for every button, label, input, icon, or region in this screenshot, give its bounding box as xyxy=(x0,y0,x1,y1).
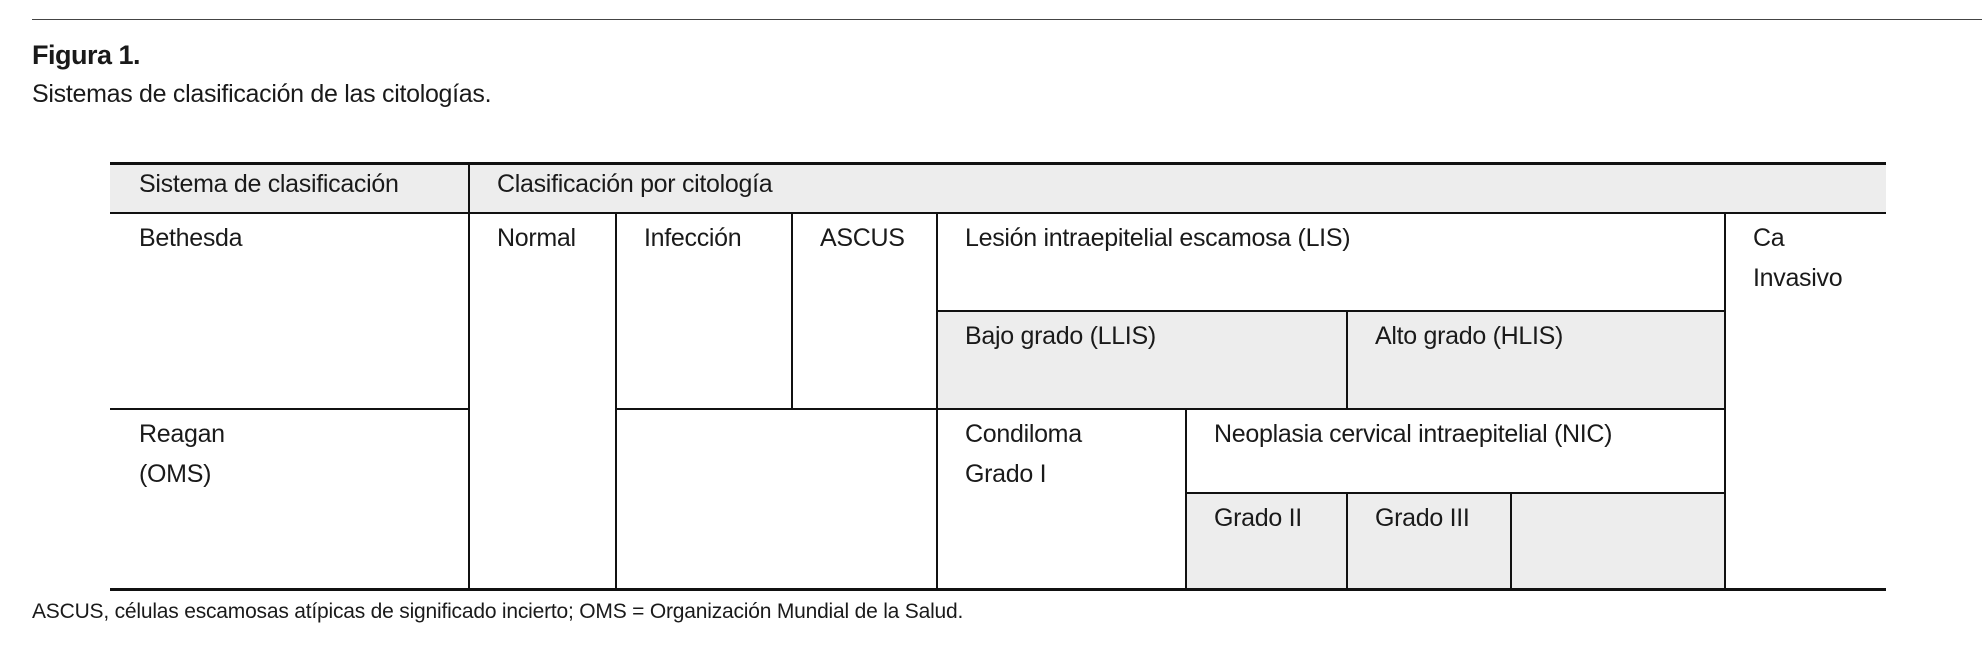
grade-column-divider xyxy=(1346,310,1348,408)
cell-nic: Neoplasia cervical intraepitelial (NIC) xyxy=(1214,420,1613,448)
table-bottom-rule xyxy=(110,588,1886,591)
top-rule xyxy=(32,19,1982,20)
reagan-line1: Reagan xyxy=(139,420,225,448)
cell-grado3: Grado III xyxy=(1375,504,1470,532)
cell-grado2: Grado II xyxy=(1214,504,1302,532)
cell-normal: Normal xyxy=(497,224,576,252)
lis-divider xyxy=(936,310,1724,312)
cell-ascus: ASCUS xyxy=(820,224,905,252)
normal-column-divider xyxy=(615,212,617,590)
cell-infection: Infección xyxy=(644,224,742,252)
condiloma-line2: Grado I xyxy=(965,460,1047,488)
classification-table xyxy=(110,162,1886,590)
ascus-column-divider xyxy=(936,212,938,590)
cell-condiloma xyxy=(936,408,1185,494)
header-system: Sistema de clasificación xyxy=(139,170,399,198)
system-reagan xyxy=(110,408,468,494)
header-classification: Clasificación por citología xyxy=(497,170,773,198)
row-divider xyxy=(615,408,1724,410)
cell-ca-invasivo xyxy=(1724,212,1886,298)
system-divider xyxy=(110,408,468,410)
system-column-divider xyxy=(468,162,470,590)
condiloma-line1: Condiloma xyxy=(965,420,1082,448)
system-bethesda: Bethesda xyxy=(139,224,243,252)
infection-column-divider xyxy=(791,212,793,408)
figure-caption: Sistemas de clasificación de las citologías. xyxy=(32,80,492,108)
reagan-line2: (OMS) xyxy=(139,460,212,488)
cell-lis: Lesión intraepitelial escamosa (LIS) xyxy=(965,224,1351,252)
ca-column-divider xyxy=(1724,212,1726,590)
header-bottom-rule xyxy=(110,212,1886,214)
grado2-column-divider xyxy=(1346,492,1348,590)
ca-line1: Ca xyxy=(1753,224,1785,252)
footnote: ASCUS, células escamosas atípicas de significado incierto; OMS = Organización Mundial de la Salud. xyxy=(32,600,964,623)
grado3-column-divider xyxy=(1510,492,1512,590)
nic-divider xyxy=(1185,492,1724,494)
cell-llis: Bajo grado (LLIS) xyxy=(965,322,1156,350)
cell-hlis: Alto grado (HLIS) xyxy=(1375,322,1564,350)
ca-line2: Invasivo xyxy=(1753,264,1843,292)
table-top-rule xyxy=(110,162,1886,165)
figure-label: Figura 1. xyxy=(32,40,141,70)
condiloma-column-divider xyxy=(1185,408,1187,590)
